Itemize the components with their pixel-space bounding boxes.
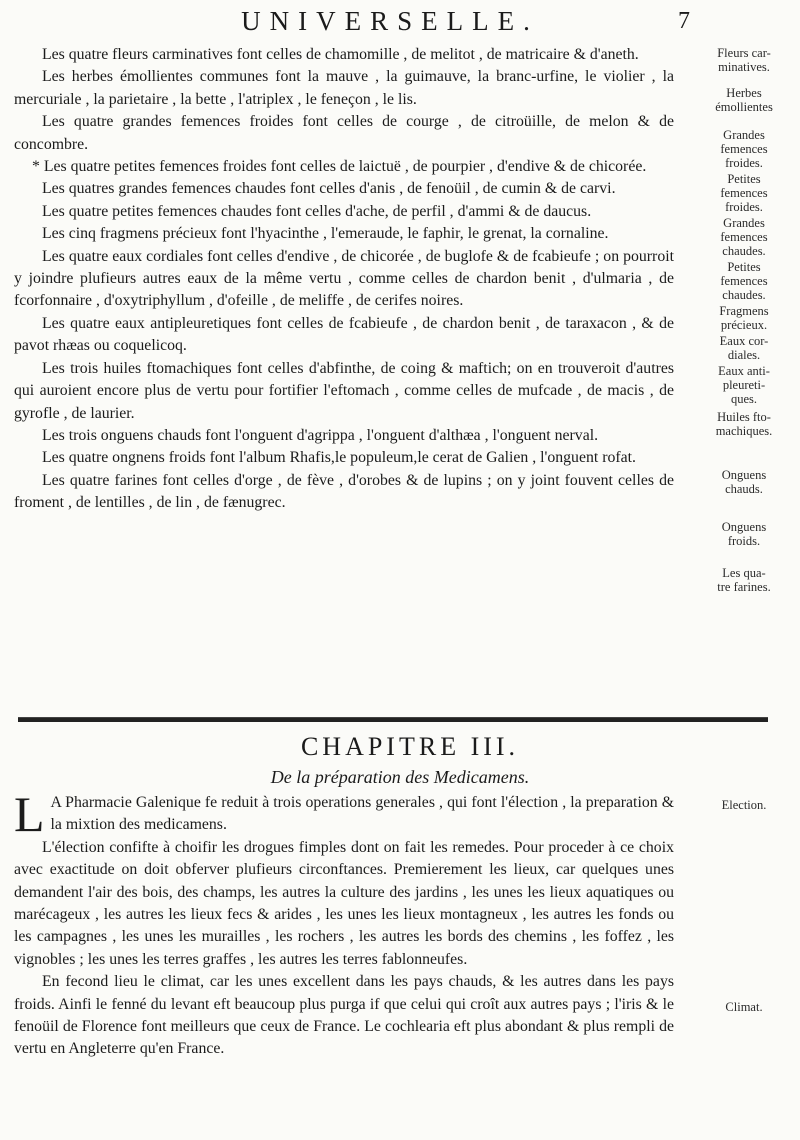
chapter-text-block [14,786,674,1061]
margin-note [688,798,800,812]
margin-line: chaudes. [722,244,766,258]
margin-line: froids. [727,534,761,548]
chapter-paragraph-intro [14,786,674,842]
margin-line: froides. [725,200,763,214]
paragraph-petites-semences-froides [14,156,674,178]
margin-line: Fleurs car- [717,46,771,60]
running-head [0,6,800,42]
chapter-paragraph-election: L'élection confifte à choifir les drogues fimples dont on fait les remedes. Pour proceder à ce choix avec exactitude on doit obferver plufieurs circonftances. Premierement les lieux, car quelques unes demandent l'air des bois, des champs, les autres la culture des jardins , les unes les lieux aquatiques ou marécageux , les autres les lieux fecs & arides , les unes les lieux montagneux , les autres les fonds ou les campagnes , les unes les murailles , les rochers , les autres les bords des chemins , les foffez , les vignobles ; les unes les terres graffes , les autres les terres fablonneufes. [14,838,674,968]
margin-line: Grandes [723,216,765,230]
margin-line: émollientes [715,100,773,114]
paragraph-huiles-stomachiques: Les trois huiles ftomachiques font celles d'abfinthe, de coing & maftich; on en trouveroit d'autres qui auroient encore plus de vertu pour fortifier l'eftomach , comme celles de mufcade , de macis , de gyrofle , de laurier. [14,359,674,422]
margin-line: Eaux anti- [718,364,770,378]
drop-cap: L [14,786,45,842]
margin-line: Huiles fto- [717,410,771,424]
margin-line: Election. [721,798,767,812]
margin-line: précieux. [720,318,768,332]
paragraph-fragmens-precieux: Les cinq fragmens précieux font l'hyacinthe , l'emeraude, le faphir, le grenat, la cornaline. [42,225,609,243]
margin-note [688,86,800,114]
margin-note [688,468,800,496]
margin-line: Eaux cor- [719,334,769,348]
margin-note [688,364,800,406]
margin-note [688,260,800,302]
paragraph-farines: Les quatre farines font celles d'orge , de fève , d'orobes & de lupins ; on y joint fouvent celles de froment , de lentilles , de lin , de fænugrec. [14,471,674,512]
margin-line: Fragmens [719,304,769,318]
margin-line: Onguens [721,468,767,482]
margin-note [688,46,800,74]
margin-line: Climat. [725,1000,763,1014]
margin-note [688,520,800,548]
paragraph-fleurs-carminatives: Les quatre fleurs carminatives font celles de chamomille , de melitot , de matricaire & d'aneth. [42,46,639,63]
chapter-subtitle: De la préparation des Medicamens. [270,767,530,787]
margin-line: Herbes [726,86,762,100]
margin-line: diales. [727,348,761,362]
paragraph-text: Les quatre petites femences froides font celles de laictuë , de pourpier , d'endive & de chicorée. [43,158,647,176]
margin-note [688,304,800,332]
margin-line: minatives. [718,60,770,74]
paragraph-grandes-semences-froides: Les quatre grandes femences froides font celles de courge , de citroüille, de melon & de concombre. [14,113,674,153]
margin-line: tre farines. [717,580,771,594]
margin-note [688,410,800,438]
asterisk-mark: * [32,158,40,176]
margin-line: femences [720,142,768,156]
chapter-paragraph-climat: En fecond lieu le climat, car les unes excellent dans les pays chauds, & les autres dans les pays froids. Ainfi le fenné du levant eft beaucoup plus purga if que celui qui croît aux autres pays ; l'iris & le fenoüil de Florence font meilleurs que ceux de France. Le cochlearia eft plus abondant & plus rempli de vertu en Angleterre qu'en France. [14,973,674,1058]
page-number: 7 [678,8,690,34]
margin-line: pleureti- [722,378,766,392]
paragraph-petites-semences-chaudes: Les quatre petites femences chaudes font celles d'ache, de perfil , d'ammi & de daucus. [42,202,592,220]
margin-line: Les qua- [722,566,766,580]
paragraph-onguens-froids: Les quatre ongnens froids font l'album Rhafis,le populeum,le cerat de Galien , l'onguent rofat. [42,449,636,467]
main-text-block [14,44,674,515]
margin-note [688,172,800,214]
margin-line: chaudes. [722,288,766,302]
paragraph-eaux-antipleuretiques: Les quatre eaux antipleuretiques font celles de fcabieufe , de chardon benit , de taraxacon , & de pavot rhæas ou coquelicoq. [14,314,674,355]
paragraph-herbes-emollientes: Les herbes émollientes communes font la mauve , la guimauve, la branc-urfine, le violier , la mercuriale , la parietaire , la bette , l'atriplex , le feneçon , le lis. [14,68,674,108]
chapter-title: CHAPITRE III. [300,732,520,761]
paragraph-onguens-chauds: Les trois onguens chauds font l'onguent d'agrippa , l'onguent d'althæa , l'onguent nerval. [42,426,599,444]
margin-line: froides. [725,156,763,170]
margin-note [688,1000,800,1014]
paragraph-text: A Pharmacie Galenique fe reduit à trois operations generales , qui font l'élection , la preparation & la mixtion des medicamens. [50,794,674,834]
margin-line: Grandes [723,128,765,142]
margin-line: Petites [727,260,761,274]
running-head-title: UNIVERSELLE. [241,6,539,36]
paragraph-grandes-semences-chaudes: Les quatres grandes femences chaudes font celles d'anis , de fenoüil , de cumin & de carvi. [42,180,616,198]
margin-note [688,566,800,594]
margin-line: Onguens [721,520,767,534]
margin-line: chauds. [725,482,763,496]
margin-line: femences [720,274,768,288]
margin-line: ques. [730,392,758,406]
margin-line: Petites [727,172,761,186]
margin-note [688,216,800,258]
margin-line: machiques. [715,424,773,438]
margin-line: femences [720,186,768,200]
margin-note [688,128,800,170]
section-divider [18,717,768,722]
margin-note [688,334,800,362]
paragraph-eaux-cordiales: Les quatre eaux cordiales font celles d'endive , de chicorée , de buglofe & de fcabieufe ; on pourroit y joindre plufieurs autres eaux de la même vertu , comme celles de chardon benit , d'ulmaria , de fcorfonnaire , d'oxytriphyllum , d'ofeille , de meliffe , de cerifes noires. [14,247,674,310]
margin-line: femences [720,230,768,244]
